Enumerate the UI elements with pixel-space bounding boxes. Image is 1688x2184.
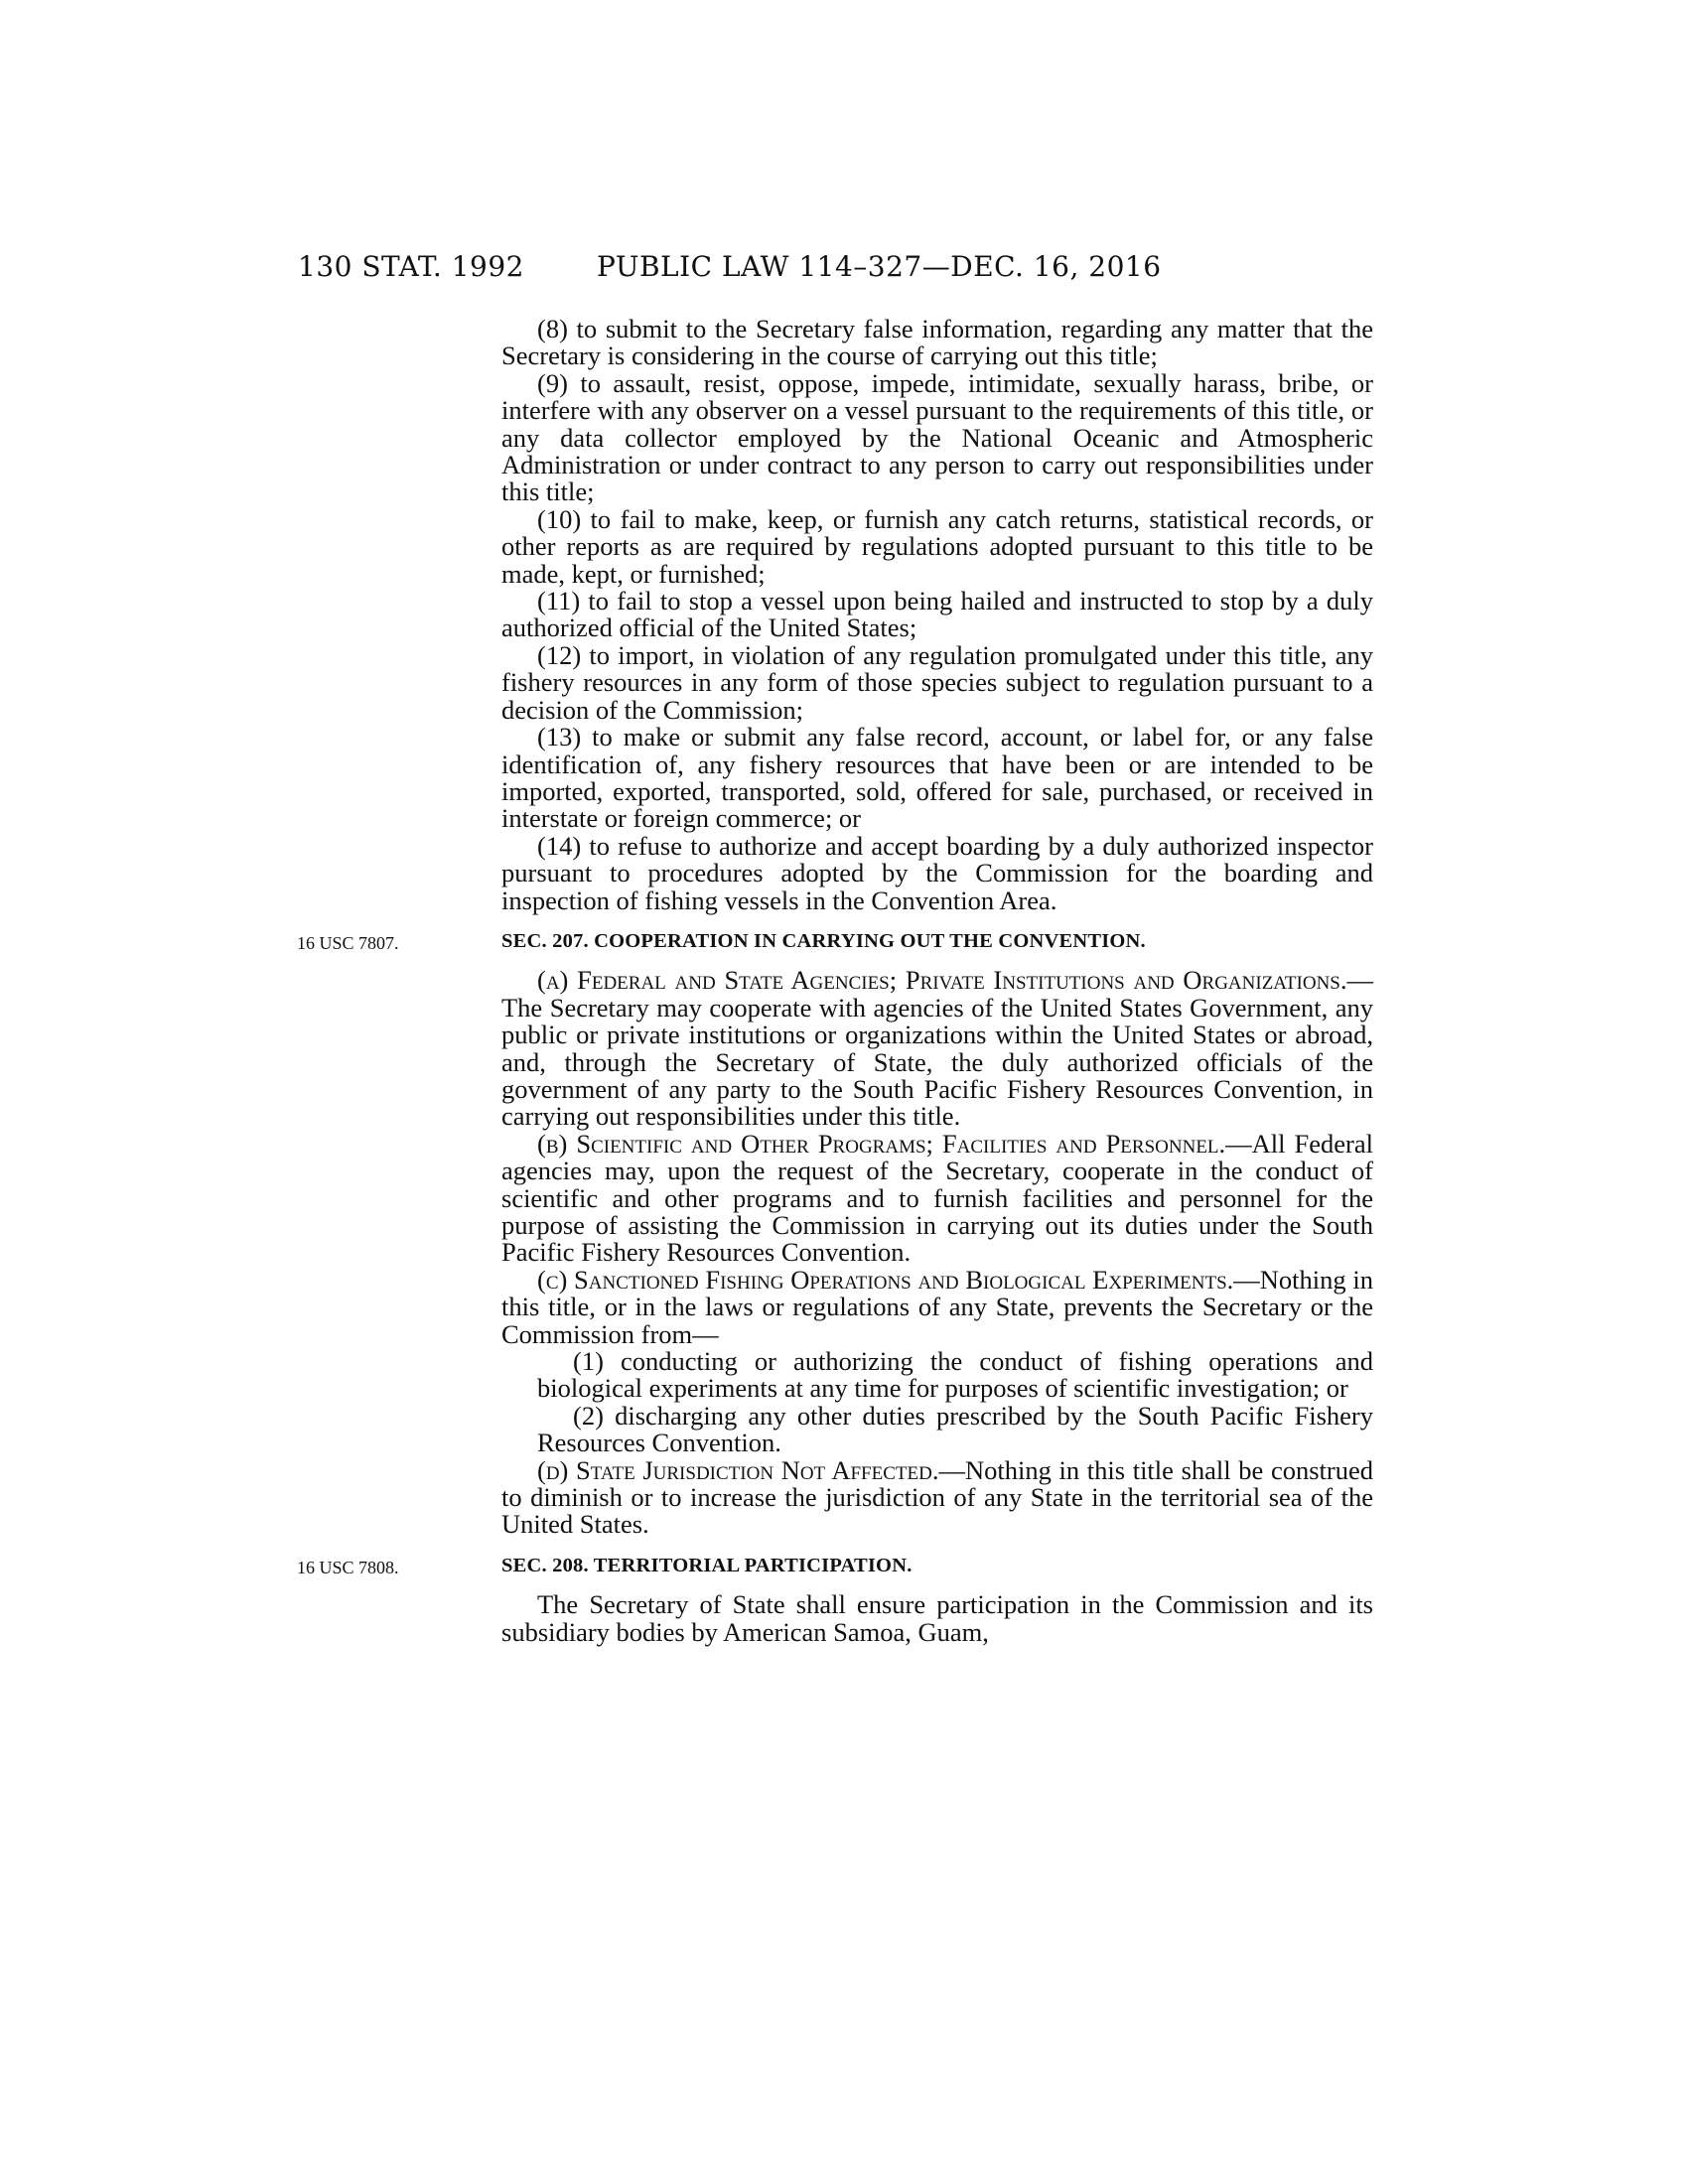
section-heading: SEC. 208. TERRITORIAL PARTICIPATION. <box>501 1554 913 1576</box>
page-header <box>0 250 1688 290</box>
margin-citation: 16 USC 7807. <box>297 932 399 953</box>
subsection-text: —The Secretary may cooperate with agencies of the United States Government, any public or private institutions or organizations within the United States or abroad, and, through the Secretary of State, the duly authorized officials of the government of any party to the South Pacific Fishery Resources Convention, in carrying out responsibilities under this title. <box>501 965 1373 1132</box>
list-item: (8) to submit to the Secretary false information, regarding any matter that the Secretary is considering in the course of carrying out this title; <box>501 314 1373 371</box>
subsection-text: —Nothing in this title, or in the laws or regulations of any State, prevents the Secretary or the Commission from— <box>501 1264 1374 1349</box>
subsection-c <box>501 1264 1374 1349</box>
list-item: (10) to fail to make, keep, or furnish any catch returns, statistical records, or other reports as are required by regulations adopted pursuant to this title to be made, kept, or furnished; <box>501 503 1373 589</box>
section-207 <box>297 928 1374 1540</box>
subsection-b <box>501 1128 1373 1268</box>
section-heading: SEC. 207. COOPERATION IN CARRYING OUT THE CONVENTION. <box>501 929 1146 952</box>
list-item: (11) to fail to stop a vessel upon being hailed and instructed to stop by a duly authorized official of the United States; <box>501 586 1373 643</box>
text-body <box>297 314 1374 1647</box>
stat-page-number: 130 STAT. 1992 <box>298 250 524 283</box>
subsection-heading: (b) Scientific and Other Programs; Facilities and Personnel. <box>537 1128 1226 1159</box>
list-item: (9) to assault, resist, oppose, impede, intimidate, sexually harass, bribe, or interfere with any observer on a vessel pursuant to the requirements of this title, or any data collector employed by the National Oceanic and Atmospheric Administration or under contract to any person to carry out responsibilities under this title; <box>501 367 1373 507</box>
subsection-heading: (c) Sanctioned Fishing Operations and Biological Experiments. <box>537 1264 1234 1295</box>
subsection-heading: (d) State Jurisdiction Not Affected. <box>537 1454 939 1485</box>
subsection-text: —Nothing in this title shall be construed to diminish or to increase the jurisdiction of any State in the territorial sea of the United States. <box>501 1454 1373 1540</box>
list-item: (14) to refuse to authorize and accept boarding by a duly authorized inspector pursuant to procedures adopted by the Commission for the boarding and inspection of fishing vessels in the Convention Area. <box>501 830 1373 915</box>
margin-citation: 16 USC 7808. <box>297 1557 399 1577</box>
section-208 <box>297 1553 1373 1647</box>
list-item: (13) to make or submit any false record, account, or label for, or any false identification of, any fishery resources that have been or are intended to be imported, exported, transported, sold, offered for sale, purchased, or received in interstate or foreign commerce; or <box>501 722 1373 834</box>
list-item: (12) to import, in violation of any regulation promulgated under this title, any fishery resources in any form of those species subject to regulation pursuant to a decision of the Commission; <box>501 639 1373 725</box>
paragraph-item: (1) conducting or authorizing the conduct of fishing operations and biological experiments at any time for purposes of scientific investigation; or <box>537 1346 1373 1404</box>
paragraph-item: (2) discharging any other duties prescribed by the South Pacific Fishery Resources Convention. <box>537 1400 1373 1458</box>
section-text: The Secretary of State shall ensure participation in the Commission and its subsidiary bodies by American Samoa, Guam, <box>501 1589 1373 1647</box>
subsection-heading: (a) Federal and State Agencies; Private Institutions and Organizations. <box>537 965 1347 996</box>
subsection-text: —All Federal agencies may, upon the request of the Secretary, cooperate in the conduct of scientific and other programs and to furnish facilities and personnel for the purpose of assisting the Commission in carrying out its duties under the South Pacific Fishery Resources Convention. <box>501 1128 1373 1268</box>
subsection-a <box>501 967 1373 1130</box>
running-title: PUBLIC LAW 114–327—DEC. 16, 2016 <box>597 250 1162 283</box>
subsection-d <box>501 1454 1373 1540</box>
